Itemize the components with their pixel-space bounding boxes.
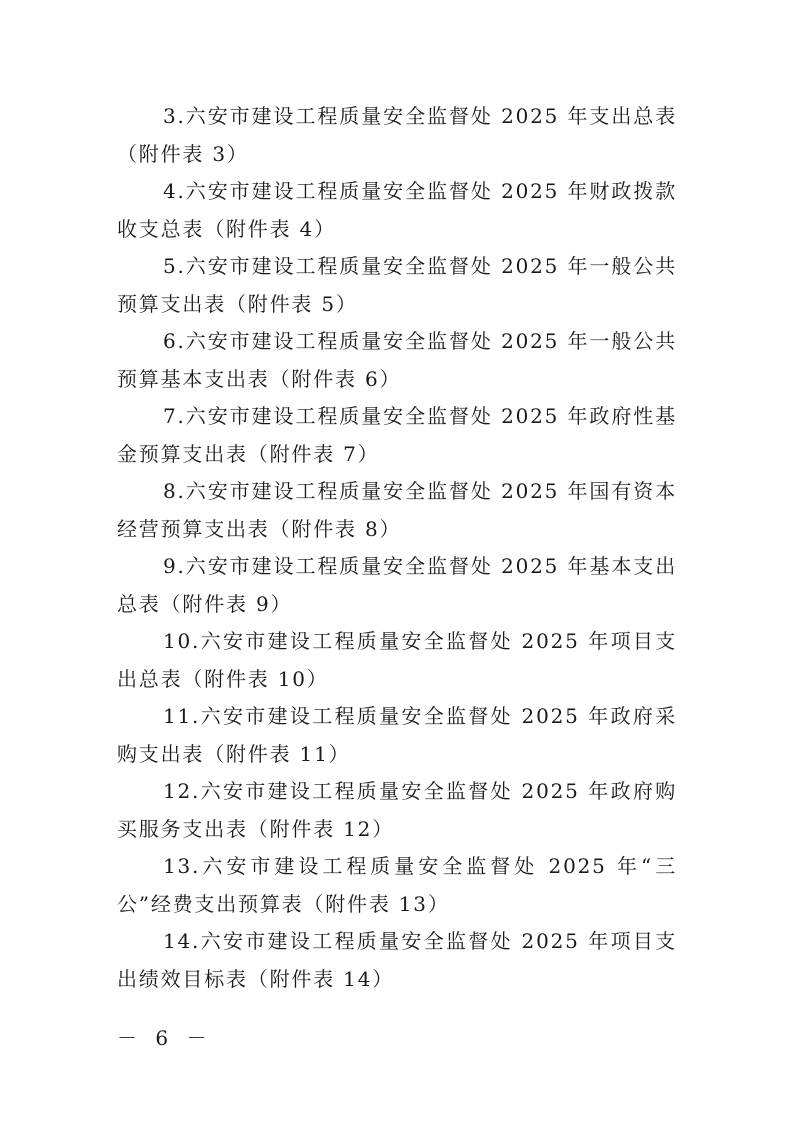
list-item: 3.六安市建设工程质量安全监督处 2025 年支出总表（附件表 3） (117, 104, 677, 166)
list-item: 14.六安市建设工程质量安全监督处 2025 年项目支出绩效目标表（附件表 14） (117, 929, 677, 991)
list-item: 5.六安市建设工程质量安全监督处 2025 年一般公共预算支出表（附件表 5） (117, 254, 677, 316)
list-item: 4.六安市建设工程质量安全监督处 2025 年财政拨款收支总表（附件表 4） (117, 179, 677, 241)
list-item: 12.六安市建设工程质量安全监督处 2025 年政府购买服务支出表（附件表 12） (117, 779, 677, 841)
page-number: － 6 － (117, 1026, 213, 1050)
list-item: 8.六安市建设工程质量安全监督处 2025 年国有资本经营预算支出表（附件表 8） (117, 479, 677, 541)
list-item: 6.六安市建设工程质量安全监督处 2025 年一般公共预算基本支出表（附件表 6） (117, 329, 677, 391)
list-item: 11.六安市建设工程质量安全监督处 2025 年政府采购支出表（附件表 11） (117, 704, 677, 766)
list-item: 7.六安市建设工程质量安全监督处 2025 年政府性基金预算支出表（附件表 7） (117, 404, 677, 466)
list-item: 13.六安市建设工程质量安全监督处 2025 年“三公”经费支出预算表（附件表 13） (117, 854, 677, 916)
document-body (117, 98, 677, 998)
list-item: 9.六安市建设工程质量安全监督处 2025 年基本支出总表（附件表 9） (117, 554, 677, 616)
list-item: 10.六安市建设工程质量安全监督处 2025 年项目支出总表（附件表 10） (117, 629, 677, 691)
